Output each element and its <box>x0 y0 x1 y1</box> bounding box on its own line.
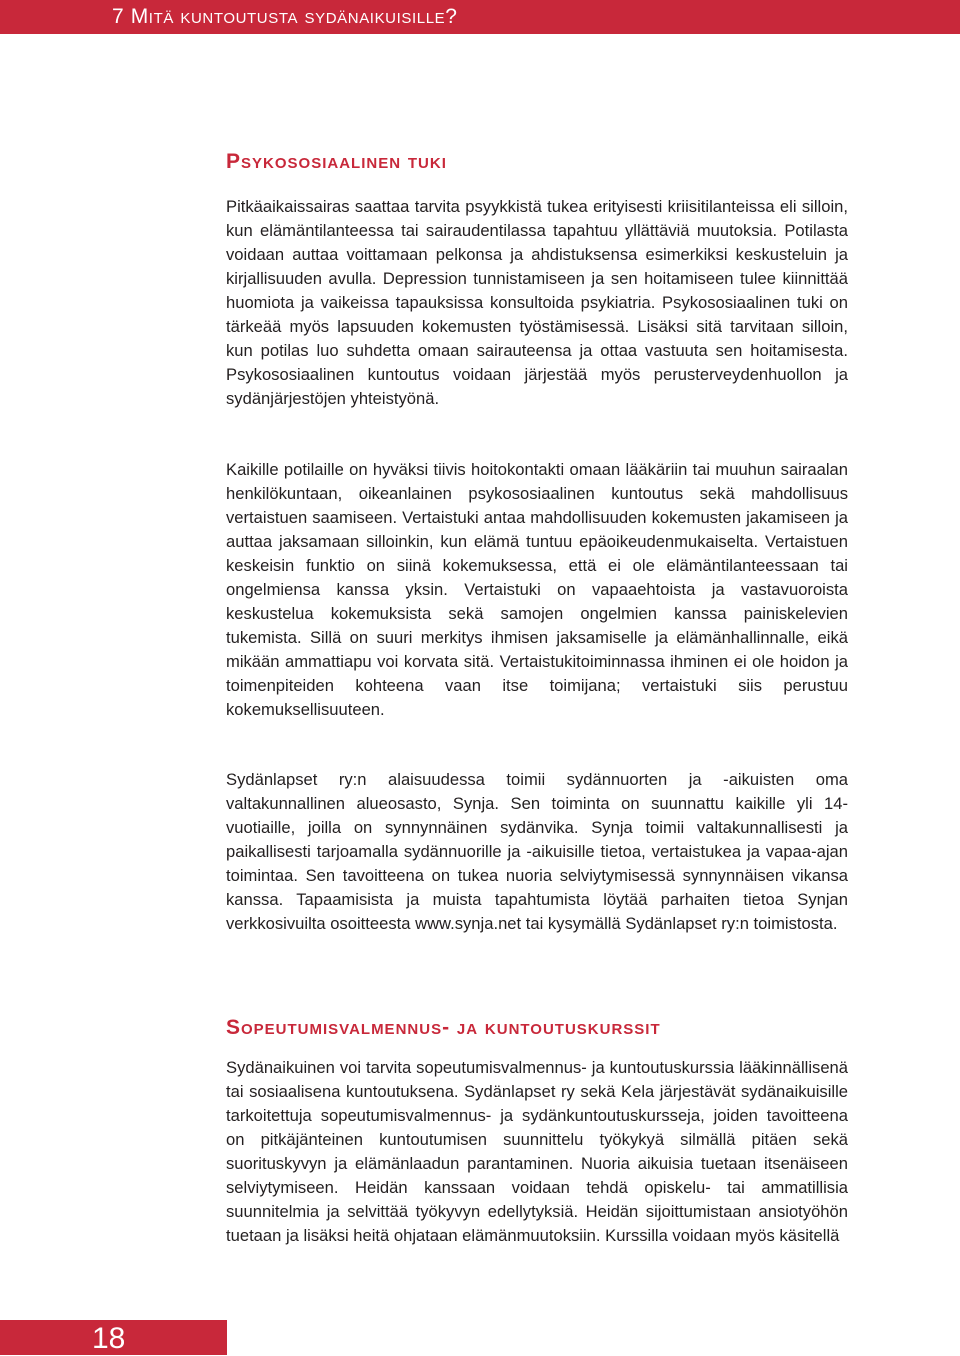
section-heading-courses: Sopeutumisvalmennus- ja kuntoutuskurssit <box>226 1016 661 1039</box>
page-number: 18 <box>92 1322 126 1355</box>
section-psychosocial-heading-wrap <box>226 150 848 174</box>
section-courses-heading-wrap <box>226 1016 848 1040</box>
paragraph-courses: Sydänaikuinen voi tarvita sopeutumisvalmennus- ja kuntoutuskurssia lääkinnällisenä tai sosiaalisena kuntoutuksena. Sydänlapset ry sekä Kela järjestävät sydänaikuisille tarkoitettuja sopeutumisvalmennus- ja sydänkuntoutuskursseja, joiden tavoitteena on pitkäjänteinen kuntoutumisen suunnittelu työkykyä silmällä pitäen sekä suorituskyvyn ja elämänlaadun parantaminen. Nuoria aikuisia tuetaan itsenäiseen selviytymiseen. Heidän kanssaan voidaan tehdä opiskelu- tai ammatillisia suunnitelmia ja selvittää työkyvyn edellytyksiä. Heidän sijoittumistaan ansiotyöhön tuetaan ja lisäksi heitä ohjataan elämänmuutoksiin. Kurssilla voidaan myös käsitellä <box>226 1058 848 1245</box>
section-heading-psychosocial: Psykososiaalinen tuki <box>226 150 447 173</box>
section-psychosocial-para-3-wrap <box>226 768 848 936</box>
section-courses-para-1-wrap <box>226 1056 848 1248</box>
paragraph-peer-support: Kaikille potilaille on hyväksi tiivis hoitokontakti omaan lääkäriin tai muuhun sairaalan henkilökuntaan, oikeanlainen psykososiaalinen kuntoutus sekä mahdollisuus vertaistuen saamiseen. Vertaistuki antaa mahdollisuuden kokemusten jakamiseen ja auttaa jaksamaan silloinkin, kun elämä tuntuu epäoikeudenmukaiselta. Vertaistuen keskeisin funktio on siinä kokemuksessa, että ei ole elämäntilanteessaan tai ongelmiensa kanssa yksin. Vertaistuki on vapaaehtoista ja vastavuoroista keskustelua kokemuksista sekä samojen ongelmien kanssa painiskelevien tukemista. Sillä on suuri merkitys ihmisen jaksamiselle ja elämänhallinnalle, eikä mikään ammattiapu voi korvata sitä. Vertaistukitoiminnassa ihminen ei ole hoidon ja toimenpiteiden kohteena vaan itse toimijana; vertaistuki siis perustuu kokemuksellisuuteen. <box>226 460 848 719</box>
paragraph-synja: Sydänlapset ry:n alaisuudessa toimii sydännuorten ja -aikuisten oma valtakunnallinen alueosasto, Synja. Sen toiminta on suunnattu kaikille yli 14-vuotiaille, joilla on synnynnäinen sydänvika. Synja toimii valtakunnallisesti ja paikallisesti tarjoamalla sydännuorille ja -aikuisille tietoa, vertaistukea ja vapaa-ajan toimintaa. Sen tavoitteena on tukea nuoria selviytymisessä synnynnäisen vikansa kanssa. Tapaamisista ja muista tapahtumista löytää parhaiten tietoa Synjan verkkosivuilta osoitteesta www.synja.net tai kysymällä Sydänlapset ry:n toimistosta. <box>226 770 848 933</box>
paragraph-psychosocial-support: Pitkäaikaissairas saattaa tarvita psyykkistä tukea erityisesti kriisitilanteissa eli silloin, kun elämäntilanteessa tai sairaudentilassa tapahtuu yllättäviä muutoksia. Potilasta voidaan auttaa voittamaan pelkonsa ja ahdistuksensa esimerkiksi keskusteluin ja kirjallisuuden avulla. Depression tunnistamiseen ja sen hoitamiseen tulee kiinnittää huomiota ja vaikeissa tapauksissa konsultoida psykiatria. Psykososiaalinen tuki on tärkeää myös lapsuuden kokemusten työstämisessä. Lisäksi sitä tarvitaan silloin, kun potilas luo suhdetta omaan sairauteensa ja ottaa vastuuta sen hoitamisesta. Psykososiaalinen kuntoutus voidaan järjestää myös perusterveydenhuollon ja sydänjärjestöjen yhteistyönä. <box>226 197 848 408</box>
section-psychosocial-para-2-wrap <box>226 458 848 722</box>
section-psychosocial-para-1-wrap <box>226 195 848 411</box>
chapter-title: 7 Mitä kuntoutusta sydänaikuisille? <box>112 5 458 28</box>
